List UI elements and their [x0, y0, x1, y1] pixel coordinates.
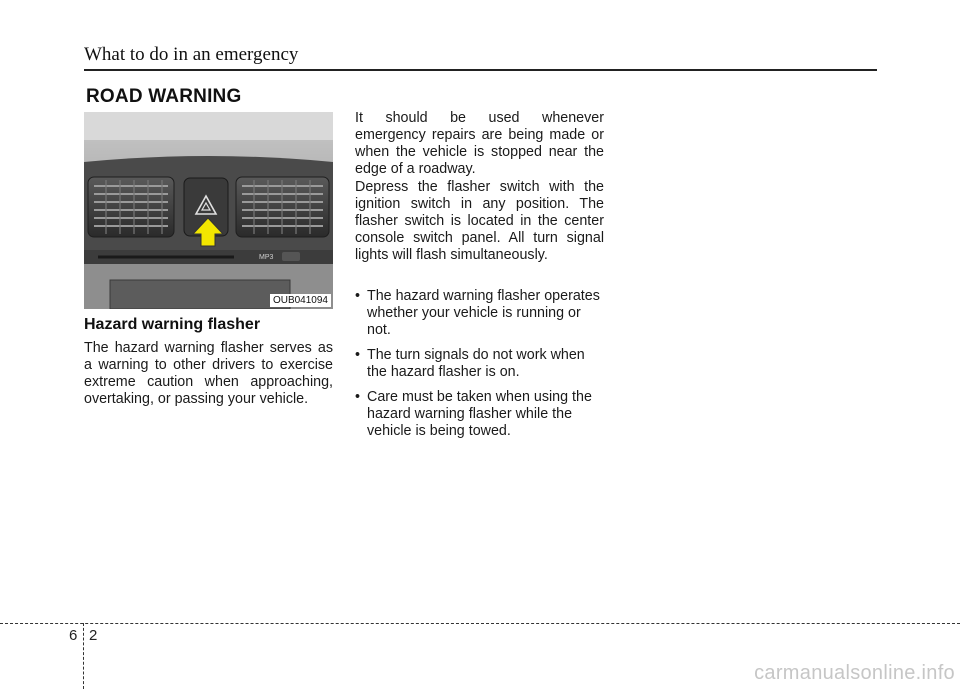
right-paragraph-2: Depress the flasher switch with the ignition switch in any position. The flasher switch is located in the center console switch panel. All turn signal lights will flash simultaneously.	[355, 179, 604, 263]
footer-rule	[0, 623, 960, 624]
list-item-text: Care must be taken when using the hazard warning flasher while the vehicle is being towed.	[367, 389, 592, 439]
right-paragraph-1: It should be used whenever emergency repairs are being made or when the vehicle is stopped near the edge of a roadway.	[355, 110, 604, 177]
left-paragraph: The hazard warning flasher serves as a warning to other drivers to exercise extreme caution when approaching, overtaking, or passing your vehicle.	[84, 340, 333, 407]
section-heading: ROAD WARNING	[86, 86, 242, 107]
bullet-marker: •	[355, 347, 361, 363]
bullet-marker: •	[355, 288, 361, 304]
bullet-marker: •	[355, 389, 361, 405]
list-item	[355, 347, 604, 381]
figure-code: OUB041094	[270, 294, 331, 307]
hazard-switch-figure	[84, 112, 333, 309]
right-air-vent	[236, 177, 329, 237]
watermark: carmanualsonline.info	[754, 662, 955, 684]
list-item	[355, 288, 604, 339]
list-item-text: The hazard warning flasher operates whether your vehicle is running or not.	[367, 288, 600, 338]
list-item	[355, 389, 604, 440]
left-air-vent	[88, 177, 174, 237]
list-item-text: The turn signals do not work when the hazard flasher is on.	[367, 347, 585, 380]
chapter-number: 6	[69, 627, 78, 644]
panel-label: MP3	[259, 254, 274, 261]
footer-divider	[83, 623, 84, 689]
chapter-header-title: What to do in an emergency	[84, 44, 299, 65]
dashboard-illustration	[84, 112, 333, 309]
sub-heading: Hazard warning flasher	[84, 316, 261, 333]
page-number: 2	[89, 627, 98, 644]
notes-list	[355, 288, 604, 448]
header-rule	[84, 69, 877, 71]
